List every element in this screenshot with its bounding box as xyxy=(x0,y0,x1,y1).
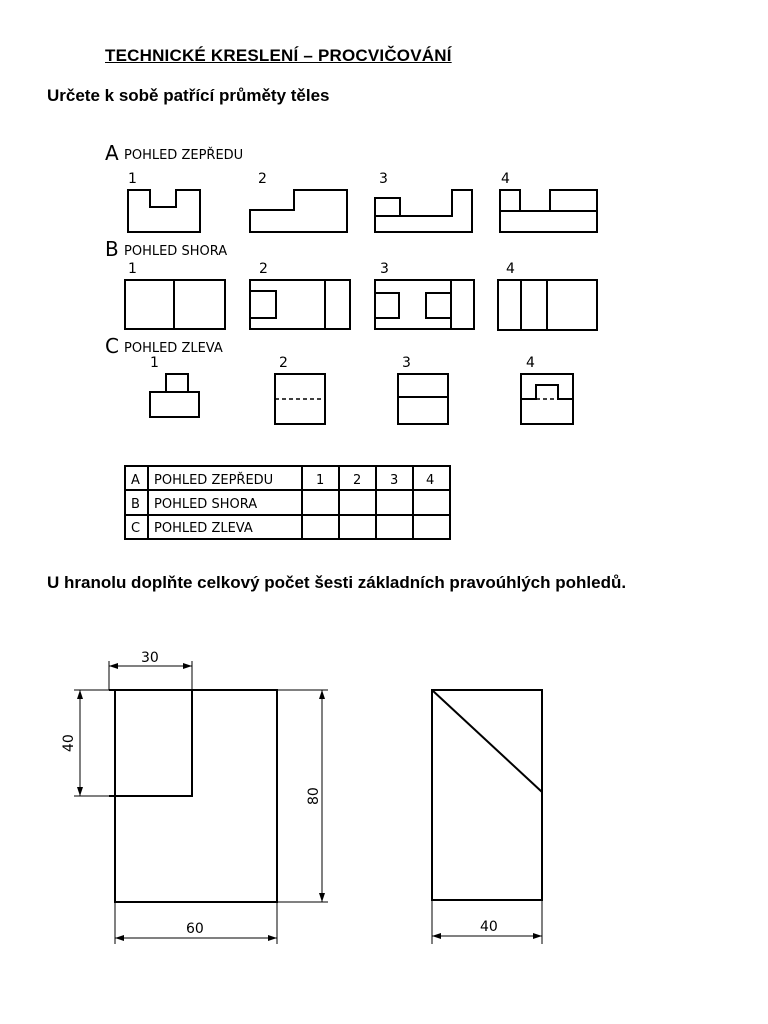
table-col-1: 1 xyxy=(316,473,325,488)
left-view-1 xyxy=(150,374,199,417)
dimension-40-vertical: 40 xyxy=(61,734,77,752)
prism-side-view xyxy=(432,690,542,900)
table-row-c-letter: C xyxy=(131,521,141,536)
left-view-3 xyxy=(398,374,448,424)
b-number-4: 4 xyxy=(506,261,515,277)
section-c-letter: C xyxy=(105,334,119,358)
table-col-2: 2 xyxy=(353,473,362,488)
top-view-4 xyxy=(498,280,597,330)
table-row-a-label: POHLED ZEPŘEDU xyxy=(154,473,274,488)
section-c-title: POHLED ZLEVA xyxy=(124,341,223,356)
table-row-b-label: POHLED SHORA xyxy=(154,497,258,512)
a-number-4: 4 xyxy=(501,171,510,187)
a-number-1: 1 xyxy=(128,171,137,187)
table-row-b-letter: B xyxy=(131,497,140,512)
section-a-title: POHLED ZEPŘEDU xyxy=(124,148,244,163)
top-view-2 xyxy=(250,280,350,329)
left-view-2 xyxy=(275,374,325,424)
table-col-4: 4 xyxy=(426,473,435,488)
section-a-letter: A xyxy=(105,141,119,165)
a-number-2: 2 xyxy=(258,171,267,187)
top-view-1 xyxy=(125,280,225,329)
c-number-1: 1 xyxy=(150,355,159,371)
table-row-c-label: POHLED ZLEVA xyxy=(154,521,253,536)
page-title: TECHNICKÉ KRESLENÍ – PROCVIČOVÁNÍ xyxy=(105,46,452,65)
b-number-2: 2 xyxy=(259,261,268,277)
table-row-a-letter: A xyxy=(131,473,140,488)
dimension-30: 30 xyxy=(141,650,159,666)
c-number-2: 2 xyxy=(279,355,288,371)
a-number-3: 3 xyxy=(379,171,388,187)
left-view-4 xyxy=(521,374,573,424)
front-view-4 xyxy=(500,190,597,232)
dimension-60: 60 xyxy=(186,921,204,937)
section-b-title: POHLED SHORA xyxy=(124,244,228,259)
section-b-letter: B xyxy=(105,237,119,261)
front-view-2 xyxy=(250,190,347,232)
b-number-3: 3 xyxy=(380,261,389,277)
task-2-heading: U hranolu doplňte celkový počet šesti základních pravoúhlých pohledů. xyxy=(47,573,627,592)
front-view-3 xyxy=(375,190,472,232)
c-number-4: 4 xyxy=(526,355,535,371)
prism-front-view xyxy=(109,690,277,902)
task-1-heading: Určete k sobě patřící průměty těles xyxy=(47,86,330,105)
top-view-3 xyxy=(375,280,474,329)
table-col-3: 3 xyxy=(390,473,399,488)
b-number-1: 1 xyxy=(128,261,137,277)
dimension-80: 80 xyxy=(306,787,322,805)
front-view-1 xyxy=(128,190,200,232)
c-number-3: 3 xyxy=(402,355,411,371)
dimension-40-horizontal: 40 xyxy=(480,919,498,935)
